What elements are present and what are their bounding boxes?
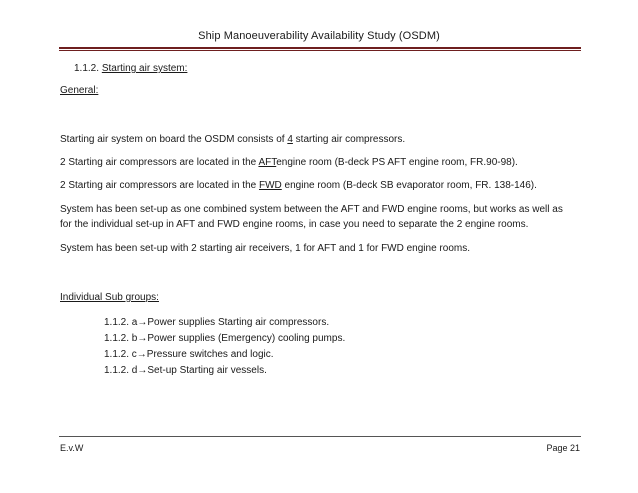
document-header-title: Ship Manoeuverability Availability Study (OSDM) <box>198 30 440 42</box>
paragraph-setup-line2: for the individual set-up in AFT and FWD engine rooms, in case you need to separate the 2 engine rooms. <box>60 219 529 230</box>
paragraph-text: 2 Starting air compressors are located in the <box>60 157 259 168</box>
aft-keyword: AFT <box>258 157 277 168</box>
section-number: 1.1.2. <box>74 63 100 74</box>
paragraph-aft-location <box>60 156 518 169</box>
subgroups-label: Individual Sub groups: <box>60 292 159 303</box>
header-divider <box>59 47 581 51</box>
paragraph-text: 2 Starting air compressors are located in the <box>60 180 259 191</box>
section-title: Starting air system: <box>101 63 188 74</box>
paragraph-receivers: System has been set-up with 2 starting air receivers, 1 for AFT and 1 for FWD engine rooms. <box>60 243 470 254</box>
footer-divider <box>59 436 581 437</box>
paragraph-text: starting air compressors. <box>292 134 406 145</box>
fwd-keyword: FWD <box>258 180 282 191</box>
paragraph-setup-line1: System has been set-up as one combined system between the AFT and FWD engine rooms, but works as well as <box>60 204 563 215</box>
footer-page-number: Page 21 <box>546 443 580 453</box>
list-item: 1.1.2. d→Set-up Starting air vessels. <box>104 365 267 376</box>
section-heading <box>74 62 187 75</box>
paragraph-fwd-location <box>60 179 537 192</box>
paragraph-text: engine room (B-deck SB evaporator room, FR. 138-146). <box>281 180 537 191</box>
compressor-count: 4 <box>287 134 293 145</box>
paragraph-compressor-count <box>60 133 405 146</box>
list-item: 1.1.2. b→Power supplies (Emergency) cooling pumps. <box>104 333 346 344</box>
general-label: General: <box>60 85 99 96</box>
footer-author: E.v.W <box>60 443 84 453</box>
paragraph-text: Starting air system on board the OSDM consists of <box>60 134 288 145</box>
list-item: 1.1.2. c→Pressure switches and logic. <box>104 349 274 360</box>
list-item: 1.1.2. a→Power supplies Starting air compressors. <box>104 317 330 328</box>
subgroups-list <box>104 315 345 379</box>
paragraph-text: engine room (B-deck PS AFT engine room, FR.90-98). <box>276 157 518 168</box>
